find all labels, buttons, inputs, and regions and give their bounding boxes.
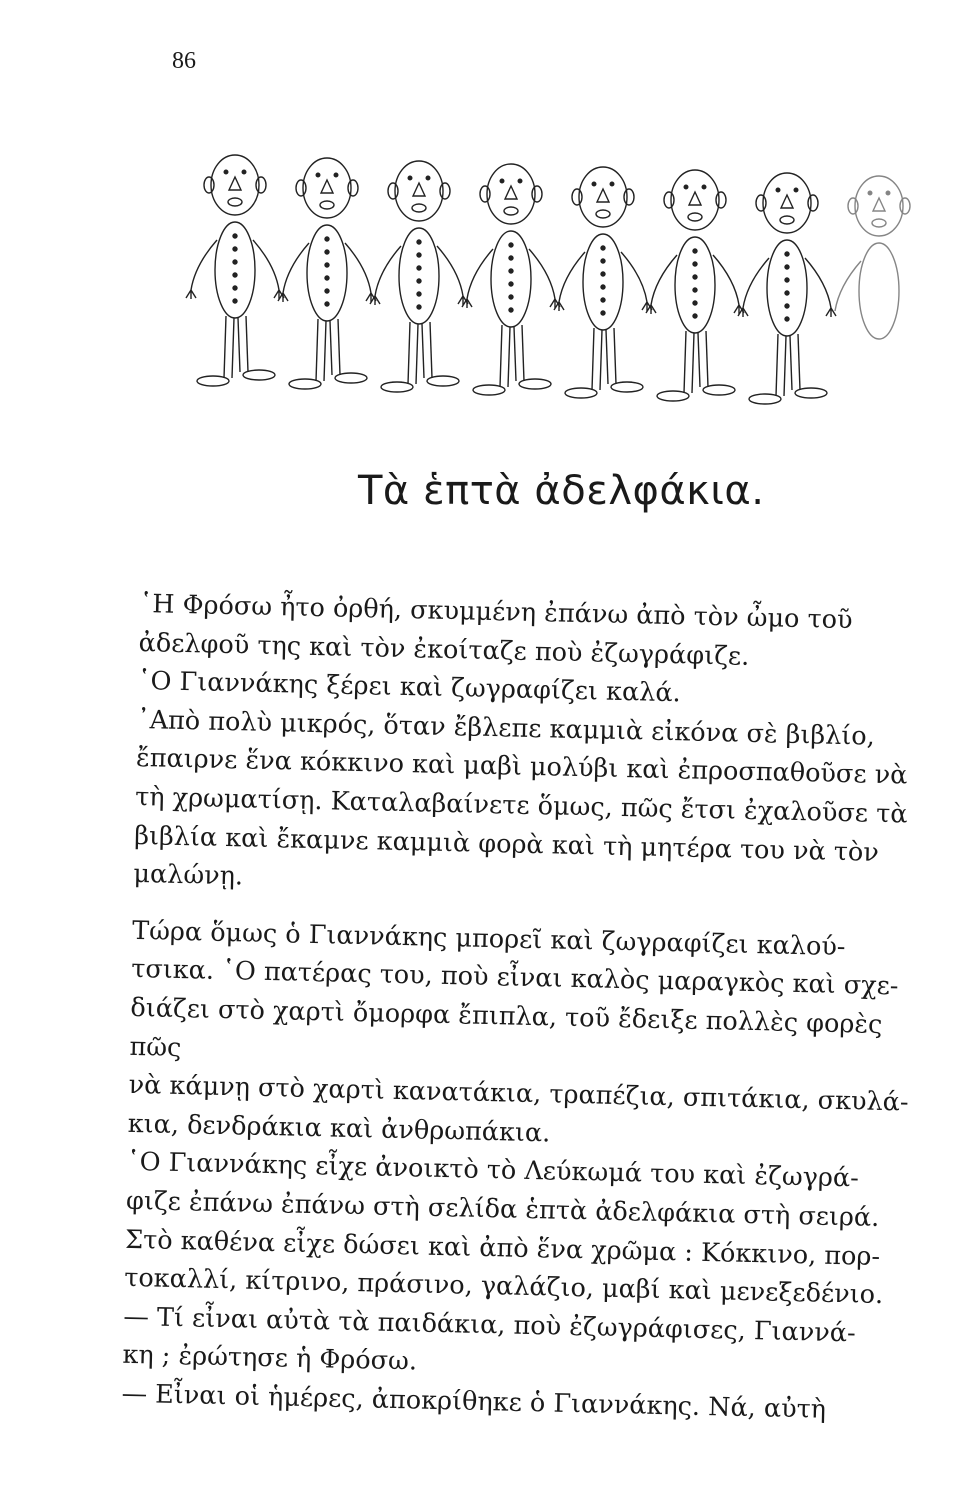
paragraph-2: ῾Ο Γιαννάκης ξέρει καὶ ζωγραφίζει καλά.	[137, 666, 682, 709]
child-figure	[370, 161, 468, 392]
chapter-title: Τὰ ἑπτὰ ἀδελφάκια.	[358, 468, 765, 514]
paragraph-3: ᾿Απὸ πολὺ μικρός, ὅταν ἔβλεπε καμμιὰ εἰκόνα σὲ βιβλίο, ἔπαιρνε ἕνα κόκκινο καὶ μαβὶ μολύβι καὶ ἐπροσπαθοῦσε νὰ τὴ χρωματίσῃ. Καταλαβαίνετε ὅμως, πῶς ἔτσι ἐχαλοῦσε τὰ βιβλία καὶ ἔκαμνε καμμιὰ φορὰ καὶ τὴ μητέρα του νὰ τὸν μαλώνῃ.	[133, 704, 908, 892]
children-drawing-icon	[180, 140, 940, 430]
paragraph-7: — Εἶναι οἱ ἡμέρες, ἀποκρίθηκε ὁ Γιαννάκης. Νά, αὐτὴ	[121, 1378, 827, 1425]
child-figure	[554, 167, 652, 398]
child-figure	[186, 155, 284, 386]
story-text	[121, 585, 930, 1431]
child-figure	[278, 158, 376, 389]
child-figure	[835, 176, 910, 339]
paragraph-1: ῾Η Φρόσω ἦτο ὀρθή, σκυμμένη ἐπάνω ἀπὸ τὸν ὦμο τοῦ ἀδελφοῦ της καὶ τὸν ἐκοίταζε ποὺ ἐζωγράφιζε.	[138, 588, 853, 672]
child-figure	[462, 164, 560, 395]
seven-siblings-illustration	[180, 140, 940, 430]
paragraph-5: ῾Ο Γιαννάκης εἶχε ἀνοικτὸ τὸ Λεύκωμά του καὶ ἐζωγρά- φιζε ἐπάνω ἐπάνω στὴ σελίδα ἑπτὰ ἀδελφάκια στὴ σειρά. Στὸ καθένα εἶχε δώσει καὶ ἀπὸ ἕνα χρῶμα : Κόκκινο, πορ- τοκαλλί, κίτρινο, πράσινο, γαλάζιο, μαβί καὶ μενεξεδένιο.	[123, 1147, 884, 1311]
page-number: 86	[172, 48, 196, 74]
child-figure	[646, 170, 744, 401]
child-figure	[738, 173, 836, 404]
paragraph-6: — Τί εἶναι αὐτὰ τὰ παιδάκια, ποὺ ἐζωγράφισες, Γιαννά- κη ; ἐρώτησε ἡ Φρόσω.	[122, 1301, 857, 1377]
paragraph-4: Τώρα ὅμως ὁ Γιαννάκης μπορεῖ καὶ ζωγραφίζει καλού- τσικα. ῾Ο πατέρας του, ποὺ εἶναι καλὸς μαραγκὸς καὶ σχε- διάζει στὸ χαρτὶ ὄμορφα ἔπιπλα, τοῦ ἔδειξε πολλὲς φορὲς πῶς νὰ κάμνῃ στὸ χαρτὶ κανατάκια, τραπέζια, σπιτάκια, σκυλά- κια, δενδράκια καὶ ἀνθρωπάκια.	[127, 915, 909, 1149]
